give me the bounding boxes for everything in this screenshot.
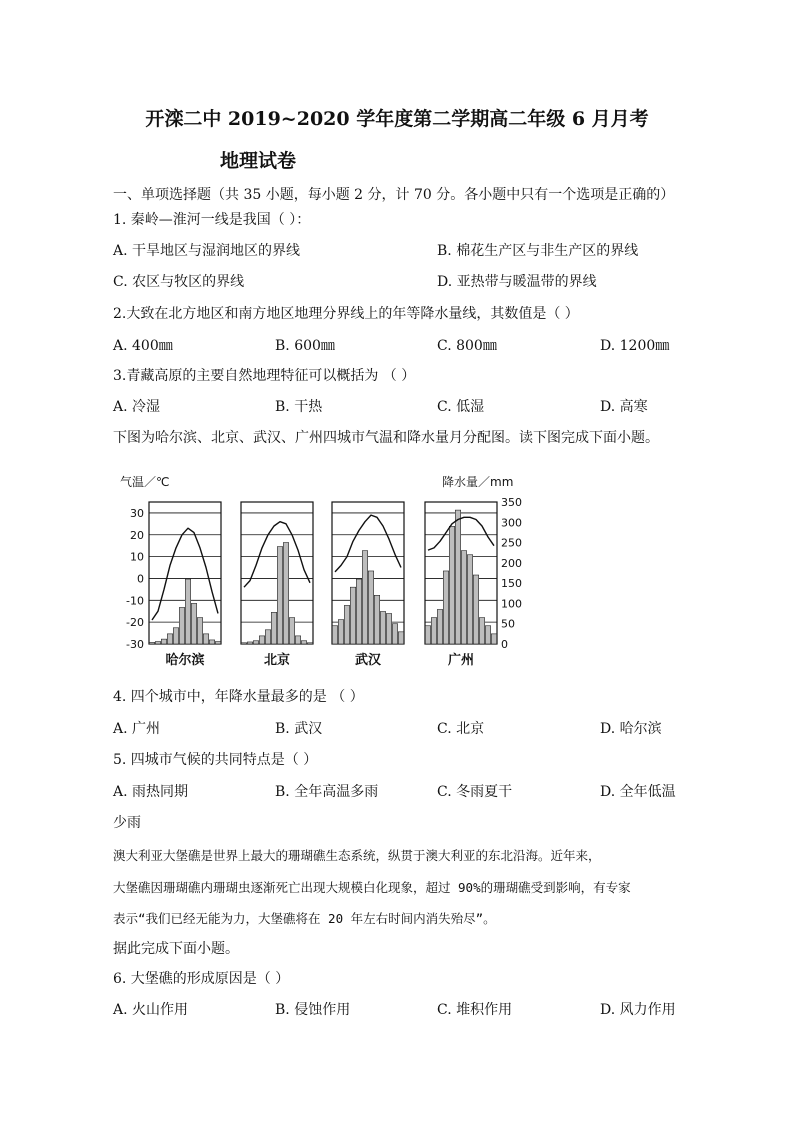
precipitation-bar	[380, 612, 385, 644]
city-label: 北京	[263, 653, 291, 668]
q5-option-b: B. 全年高温多雨	[275, 784, 379, 800]
precipitation-bar	[155, 642, 160, 644]
city-label: 武汉	[354, 653, 382, 668]
precipitation-bar	[307, 643, 312, 644]
precipitation-bar	[301, 641, 306, 644]
q5-option-a: A. 雨热同期	[113, 784, 189, 800]
q3-option-b: B. 干热	[275, 399, 323, 415]
precipitation-bar	[449, 526, 454, 644]
precipitation-bar	[467, 555, 472, 644]
precipitation-bar	[473, 575, 478, 644]
exam-subtitle: 地理试卷	[220, 150, 297, 172]
q5-option-c: C. 冬雨夏干	[437, 784, 513, 800]
passage-line-2: 大堡礁因珊瑚礁内珊瑚虫逐渐死亡出现大规模白化现象，超过 90%的珊瑚礁受到影响，有专家	[113, 880, 631, 895]
question-5-stem: 5. 四城市气候的共同特点是（ ）	[113, 752, 318, 768]
q6-option-a: A. 火山作用	[113, 1002, 189, 1018]
q3-option-c: C. 低湿	[437, 399, 485, 415]
precipitation-axis-label: 降水量／mm	[442, 475, 514, 489]
q4-option-c: C. 北京	[437, 721, 485, 737]
q1-option-a: A. 干旱地区与湿润地区的界线	[113, 243, 301, 259]
q6-option-b: B. 侵蚀作用	[275, 1002, 351, 1018]
precipitation-bar	[398, 632, 403, 644]
precipitation-tick-label: 200	[501, 556, 522, 570]
temperature-tick-label: 30	[130, 506, 144, 520]
precipitation-bar	[191, 603, 196, 644]
precipitation-bar	[491, 634, 496, 644]
q1-option-b: B. 棉花生产区与非生产区的界线	[437, 243, 639, 259]
q2-option-d: D. 1200㎜	[600, 338, 670, 354]
question-6-stem: 6. 大堡礁的形成原因是（ ）	[113, 971, 290, 987]
precipitation-bar	[253, 641, 258, 644]
q4-option-a: A. 广州	[113, 721, 161, 737]
precipitation-bar	[344, 605, 349, 644]
precipitation-bar	[338, 620, 343, 644]
climate-chart	[112, 470, 532, 670]
precipitation-tick-label: 350	[501, 496, 522, 509]
precipitation-bar	[161, 639, 166, 644]
precipitation-bar	[203, 634, 208, 644]
q2-option-b: B. 600㎜	[275, 338, 335, 354]
q1-option-d: D. 亚热带与暖温带的界线	[437, 274, 597, 290]
temperature-tick-label: -10	[126, 594, 144, 608]
precipitation-bar	[362, 551, 367, 644]
q6-option-d: D. 风力作用	[600, 1002, 676, 1018]
q3-option-a: A. 冷湿	[113, 399, 161, 415]
precipitation-bar	[443, 571, 448, 644]
question-6-intro: 据此完成下面小题。	[113, 941, 239, 957]
chart-intro: 下图为哈尔滨、北京、武汉、广州四城市气温和降水量月分配图。读下图完成下面小题。	[113, 430, 659, 446]
precipitation-bar	[368, 571, 373, 644]
precipitation-bar	[374, 595, 379, 644]
temperature-tick-label: 10	[130, 550, 144, 564]
precipitation-bar	[455, 510, 460, 644]
precipitation-bar	[277, 547, 282, 644]
q5-option-d: D. 全年低温	[600, 784, 676, 800]
question-3-stem: 3.青藏高原的主要自然地理特征可以概括为 （ ）	[113, 368, 416, 384]
q1-option-c: C. 农区与牧区的界线	[113, 274, 245, 290]
precipitation-tick-label: 100	[501, 597, 522, 611]
precipitation-bar	[479, 618, 484, 644]
precipitation-bar	[259, 636, 264, 644]
q4-option-d: D. 哈尔滨	[600, 721, 662, 737]
precipitation-bar	[271, 612, 276, 644]
precipitation-bar	[209, 640, 214, 644]
precipitation-bar	[185, 579, 190, 644]
precipitation-bar	[485, 626, 490, 644]
precipitation-bar	[283, 543, 288, 644]
precipitation-bar	[215, 642, 220, 644]
precipitation-bar	[247, 642, 252, 644]
precipitation-bar	[149, 642, 154, 644]
precipitation-tick-label: 150	[501, 577, 522, 591]
precipitation-bar	[265, 630, 270, 644]
precipitation-bar	[289, 618, 294, 644]
precipitation-bar	[167, 634, 172, 644]
precipitation-bar	[173, 628, 178, 644]
q3-option-d: D. 高寒	[600, 399, 648, 415]
section-heading: 一、单项选择题（共 35 小题，每小题 2 分，计 70 分。各小题中只有一个选项是正确的）	[113, 187, 675, 203]
precipitation-bar	[386, 614, 391, 644]
question-1-stem: 1. 秦岭—淮河一线是我国（ ）：	[113, 212, 311, 228]
passage-line-3: 表示“我们已经无能为力，大堡礁将在 20 年左右时间内消失殆尽”。	[113, 911, 496, 926]
exam-title: 开滦二中 2019~2020 学年度第二学期高二年级 6 月月考	[145, 108, 649, 130]
precipitation-tick-label: 300	[501, 516, 522, 530]
city-label: 哈尔滨	[165, 653, 205, 668]
temperature-tick-label: 0	[137, 572, 144, 586]
precipitation-bar	[332, 626, 337, 644]
q5-option-d-continuation: 少雨	[113, 815, 141, 831]
passage-line-1: 澳大利亚大堡礁是世界上最大的珊瑚礁生态系统，纵贯于澳大利亚的东北沿海。近年来，	[113, 848, 601, 863]
precipitation-bar	[461, 551, 466, 644]
question-4-stem: 4. 四个城市中，年降水量最多的是 （ ）	[113, 689, 364, 705]
precipitation-bar	[392, 624, 397, 644]
city-label: 广州	[447, 653, 475, 668]
precipitation-bar	[425, 626, 430, 644]
temperature-axis-label: 气温／℃	[120, 475, 170, 489]
question-2-stem: 2.大致在北方地区和南方地区地理分界线上的年等降水量线，其数值是（ ）	[113, 306, 579, 322]
precipitation-bar	[179, 607, 184, 644]
q2-option-a: A. 400㎜	[113, 338, 173, 354]
q2-option-c: C. 800㎜	[437, 338, 497, 354]
temperature-tick-label: 20	[130, 528, 144, 542]
precipitation-tick-label: 50	[501, 617, 515, 631]
temperature-tick-label: -30	[126, 638, 144, 651]
precipitation-bar	[241, 643, 246, 644]
precipitation-bar	[431, 618, 436, 644]
precipitation-tick-label: 0	[501, 638, 508, 651]
precipitation-bar	[356, 579, 361, 644]
q6-option-c: C. 堆积作用	[437, 1002, 513, 1018]
precipitation-bar	[437, 610, 442, 644]
precipitation-bar	[350, 587, 355, 644]
q4-option-b: B. 武汉	[275, 721, 323, 737]
temperature-tick-label: -20	[126, 616, 144, 630]
precipitation-bar	[197, 618, 202, 644]
precipitation-bar	[295, 636, 300, 644]
precipitation-tick-label: 250	[501, 536, 522, 550]
